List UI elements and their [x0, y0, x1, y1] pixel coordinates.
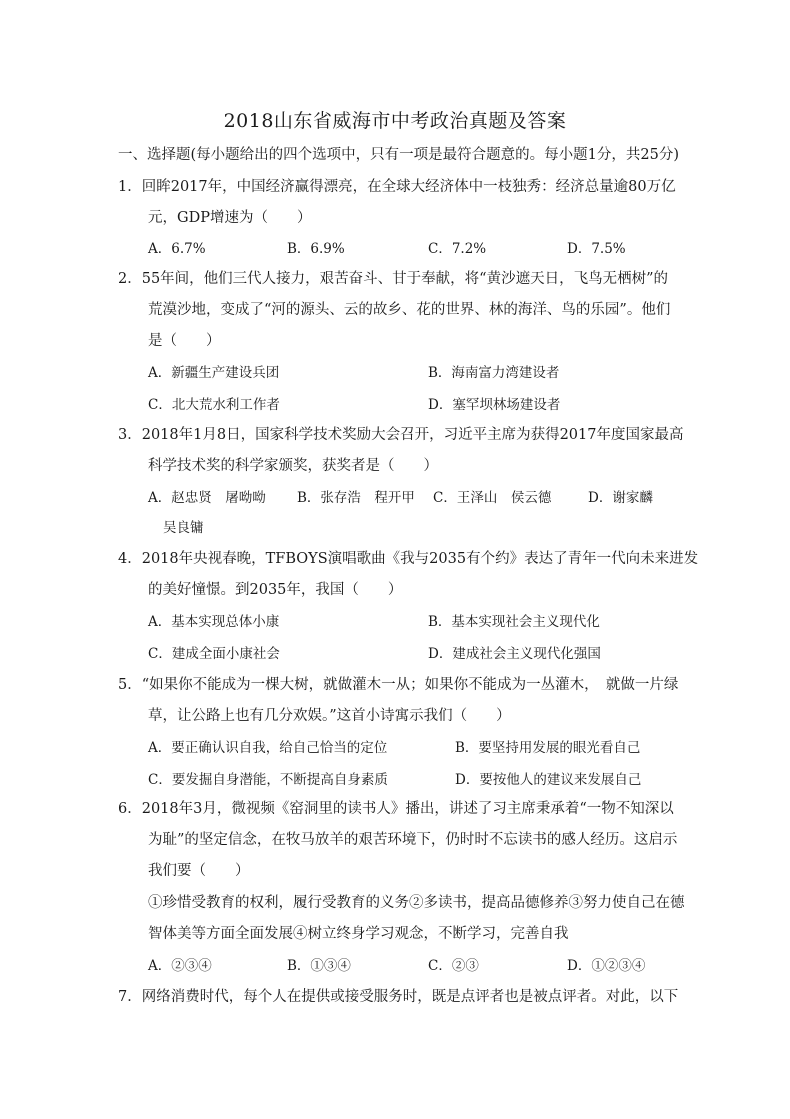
question-6-line-3: 我们要（ ） — [148, 863, 250, 879]
question-2-line-3: 是（ ） — [148, 333, 221, 349]
q1-option-c: C．7.2% — [428, 241, 487, 257]
q6-option-a: A．②③④ — [148, 958, 212, 974]
question-7-line-1: 7．网络消费时代，每个人在提供或接受服务时，既是点评者也是被点评者。对此，以下 — [118, 989, 679, 1005]
q6-option-d: D．①②③④ — [567, 958, 646, 974]
section-heading: 一、选择题(每小题给出的四个选项中，只有一项是最符合题意的。每小题1分，共25分) — [118, 147, 679, 163]
q1-option-a: A．6.7% — [148, 241, 206, 257]
q5-option-a: A．要正确认识自我，给自己恰当的定位 — [148, 740, 388, 756]
q5-option-c: C．要发掘自身潜能，不断提高自身素质 — [148, 772, 388, 788]
question-5-line-1: 5．“如果你不能成为一棵大树，就做灌木一从；如果你不能成为一丛灌木， 就做一片绿 — [118, 677, 679, 693]
question-3-line-2: 科学技术奖的科学家颁奖，获奖者是（ ） — [148, 458, 438, 474]
question-2-line-2: 荒漠沙地，变成了“河的源头、云的故乡、花的世界、林的海洋、鸟的乐园”。他们 — [148, 302, 671, 318]
q2-option-d: D．塞罕坝林场建设者 — [428, 397, 561, 413]
q3-option-b: B．张存浩 程开甲 — [297, 490, 415, 506]
q3-option-d-cont: 吴良镛 — [163, 520, 204, 536]
q2-option-a: A．新疆生产建设兵团 — [148, 365, 280, 381]
q1-option-b: B．6.9% — [287, 241, 345, 257]
q2-option-c: C．北大荒水利工作者 — [148, 397, 280, 413]
question-6-line-1: 6．2018年3月，微视频《窑洞里的读书人》播出，讲述了习主席秉承着“一物不知深以 — [118, 801, 674, 817]
question-3-line-1: 3．2018年1月8日，国家科学技术奖励大会召开，习近平主席为获得2017年度国家最高 — [118, 427, 684, 443]
question-4-line-2: 的美好憧憬。到2035年，我国（ ） — [148, 582, 403, 598]
q4-option-b: B．基本实现社会主义现代化 — [428, 614, 600, 630]
question-6-line-4: ①珍惜受教育的权利，履行受教育的义务②多读书，提高品德修养③努力使自己在德 — [148, 895, 685, 911]
q3-option-a: A．赵忠贤 屠呦呦 — [148, 490, 266, 506]
q2-option-b: B．海南富力湾建设者 — [428, 365, 560, 381]
q3-option-c: C．王泽山 侯云德 — [433, 490, 552, 506]
question-4-line-1: 4．2018年央视春晚，TFBOYS演唱歌曲《我与2035有个约》表达了青年一代向未来进发 — [118, 551, 699, 567]
q6-option-c: C．②③ — [428, 958, 479, 974]
q3-option-d: D．谢家麟 — [588, 490, 653, 506]
question-2-line-1: 2．55年间，他们三代人接力，艰苦奋斗、甘于奉献，将“黄沙遮天日，飞鸟无栖树”的 — [118, 271, 668, 287]
question-5-line-2: 草，让公路上也有几分欢娱。”这首小诗寓示我们（ ） — [148, 708, 511, 724]
question-1-line-2: 元，GDP增速为（ ） — [148, 210, 312, 226]
q1-option-d: D．7.5% — [567, 241, 626, 257]
question-6-line-2: 为耻”的坚定信念，在牧马放羊的艰苦环境下，仍时时不忘读书的感人经历。这启示 — [148, 832, 678, 848]
question-1-line-1: 1．回眸2017年，中国经济赢得漂亮，在全球大经济体中一枝独秀：经济总量逾80万亿 — [118, 179, 676, 195]
q5-option-d: D．要按他人的建议来发展自己 — [455, 772, 642, 788]
q4-option-d: D．建成社会主义现代化强国 — [428, 646, 601, 662]
q5-option-b: B．要坚持用发展的眼光看自己 — [455, 740, 641, 756]
q6-option-b: B．①③④ — [287, 958, 351, 974]
q4-option-c: C．建成全面小康社会 — [148, 646, 280, 662]
question-6-line-5: 智体美等方面全面发展④树立终身学习观念，不断学习，完善自我 — [148, 926, 569, 942]
document-title: 2018山东省威海市中考政治真题及答案 — [223, 110, 567, 132]
q4-option-a: A．基本实现总体小康 — [148, 614, 280, 630]
